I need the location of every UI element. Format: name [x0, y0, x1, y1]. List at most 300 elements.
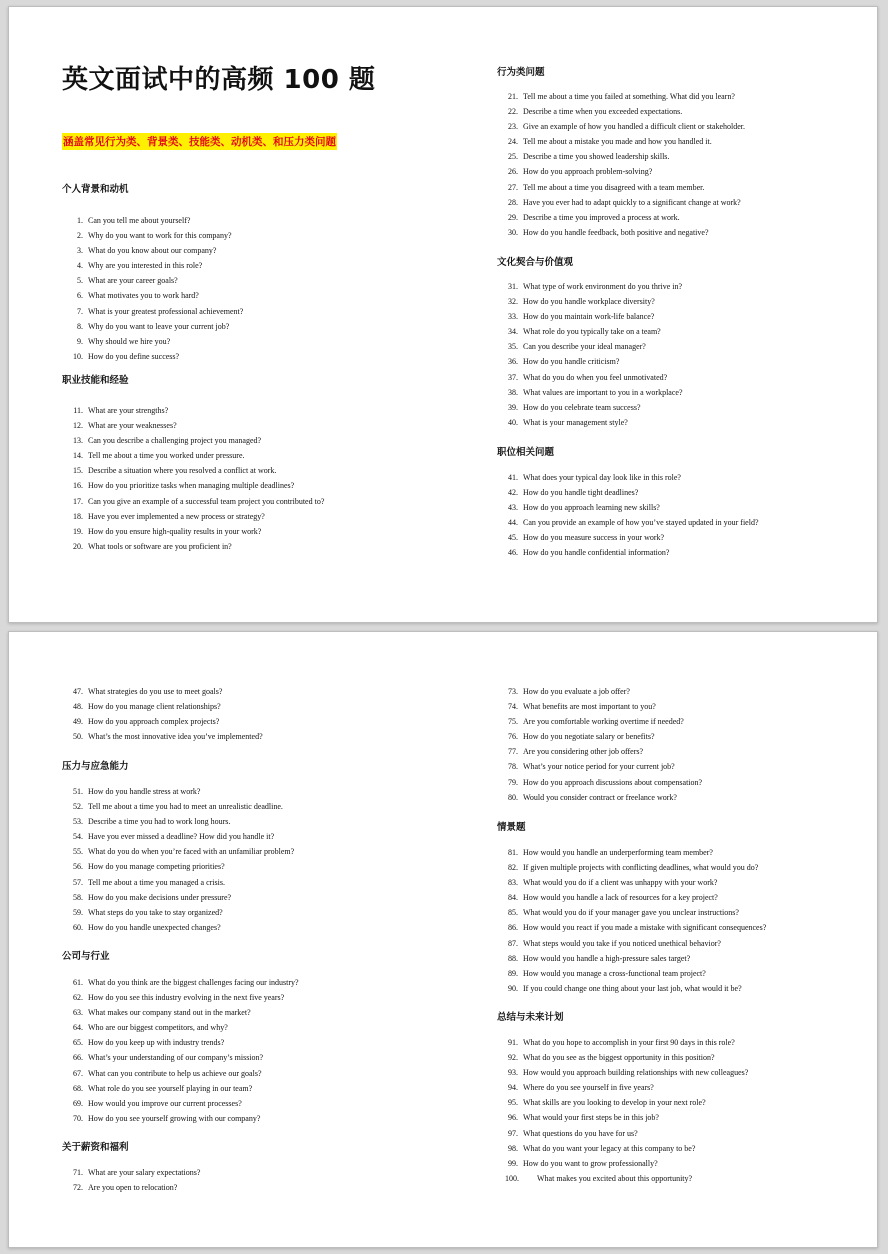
question-text: How would you handle a high-pressure sales target? [523, 953, 691, 963]
question-item [62, 729, 442, 744]
question-text: Tell me about a mistake you made and how you handled it. [523, 137, 712, 147]
question-item [62, 1020, 442, 1035]
question-text: Why do you want to work for this company? [88, 231, 232, 241]
question-number: 53. [73, 817, 83, 827]
section-heading-culture-fit: 文化契合与价值观 [497, 257, 574, 268]
question-item [62, 319, 442, 334]
question-item [497, 149, 867, 164]
question-text: What benefits are most important to you? [523, 702, 656, 712]
question-number: 74. [508, 702, 518, 712]
question-list-company-industry [62, 975, 442, 1126]
question-number: 79. [508, 777, 518, 787]
question-list-stress-emergency [62, 784, 442, 935]
question-item [497, 500, 867, 515]
question-number: 99. [508, 1158, 518, 1168]
question-number: 51. [73, 787, 83, 796]
question-number: 33. [508, 312, 518, 322]
question-text: What steps do you take to stay organized? [88, 907, 223, 917]
question-item [62, 905, 442, 920]
question-text: What would you do if your manager gave you unclear instructions? [523, 908, 739, 918]
question-number: 9. [77, 336, 83, 346]
question-number: 27. [508, 182, 518, 192]
question-item [497, 905, 867, 920]
question-item [497, 134, 867, 149]
question-item [497, 951, 867, 966]
question-text: What makes you excited about this opportunity? [537, 1173, 693, 1183]
question-text: What type of work environment do you thrive in? [523, 282, 683, 291]
question-item [62, 1081, 442, 1096]
question-number: 93. [508, 1068, 518, 1078]
question-item [497, 729, 867, 744]
question-number: 90. [508, 983, 518, 993]
question-number: 61. [73, 978, 83, 987]
question-item [497, 309, 867, 324]
question-item [62, 990, 442, 1005]
question-item [497, 699, 867, 714]
question-text: How do you manage competing priorities? [88, 862, 225, 872]
question-item [497, 370, 867, 385]
document-title: 英文面试中的高频 100 题 [62, 65, 376, 95]
question-number: 100. [505, 1173, 519, 1183]
question-text: How would you manage a cross-functional team project? [523, 968, 706, 978]
question-text: How would you handle an underperforming team member? [523, 848, 713, 857]
question-list-role-related-continued [62, 684, 442, 744]
question-item [62, 213, 442, 228]
question-number: 37. [508, 372, 518, 382]
question-number: 11. [73, 406, 83, 415]
question-text: What do you do when you’re faced with an unfamiliar problem? [88, 847, 295, 857]
question-number: 84. [508, 893, 518, 903]
question-text: How do you see yourself growing with our company? [88, 1113, 261, 1123]
question-text: What tools or software are you proficient in? [88, 541, 232, 551]
question-item [62, 859, 442, 874]
question-number: 63. [73, 1008, 83, 1018]
question-item [497, 875, 867, 890]
question-text: Have you ever implemented a new process or strategy? [88, 511, 265, 521]
question-item [497, 1110, 867, 1125]
question-item [62, 684, 442, 699]
question-item [497, 225, 867, 240]
question-item [497, 1095, 867, 1110]
question-text: How do you see this industry evolving in the next five years? [88, 993, 285, 1003]
question-text: How do you prioritize tasks when managing multiple deadlines? [88, 481, 295, 491]
question-item [62, 890, 442, 905]
question-item [497, 354, 867, 369]
question-item [497, 164, 867, 179]
question-item [497, 195, 867, 210]
question-text: Describe a time you showed leadership skills. [523, 152, 670, 162]
question-item [497, 981, 867, 996]
question-number: 70. [73, 1113, 83, 1123]
question-text: What would you do if a client was unhappy with your work? [523, 878, 718, 888]
question-number: 62. [73, 993, 83, 1003]
question-text: Can you describe a challenging project you managed? [88, 436, 262, 446]
question-item [497, 1171, 867, 1186]
question-number: 92. [508, 1053, 518, 1063]
question-text: Would you consider contract or freelance work? [523, 792, 677, 802]
document-page-2 [8, 631, 878, 1248]
question-item [497, 324, 867, 339]
question-number: 39. [508, 402, 518, 412]
question-item [497, 790, 867, 805]
question-item [497, 530, 867, 545]
question-text: How do you approach learning new skills? [523, 503, 660, 513]
question-number: 95. [508, 1098, 518, 1108]
question-number: 38. [508, 387, 518, 397]
question-text: Tell me about a time you managed a crisis. [88, 877, 225, 887]
question-item [497, 920, 867, 935]
question-item [62, 829, 442, 844]
question-text: Have you ever missed a deadline? How did you handle it? [88, 832, 275, 842]
question-number: 52. [73, 802, 83, 812]
question-item [497, 415, 867, 430]
question-text: How do you handle tight deadlines? [523, 488, 639, 498]
question-number: 10. [73, 351, 83, 361]
section-heading-stress-emergency: 压力与应急能力 [62, 761, 129, 772]
question-item [62, 1180, 442, 1195]
question-number: 67. [73, 1068, 83, 1078]
question-text: What’s the most innovative idea you’ve implemented? [88, 732, 263, 742]
question-text: What do you think are the biggest challenges facing our industry? [88, 978, 299, 987]
question-item [62, 920, 442, 935]
question-number: 44. [508, 518, 518, 528]
question-item [62, 288, 442, 303]
section-heading-personal-background: 个人背景和动机 [62, 184, 129, 195]
question-text: How do you negotiate salary or benefits? [523, 732, 655, 742]
question-number: 80. [508, 792, 518, 802]
question-text: What motivates you to work hard? [88, 291, 199, 301]
question-number: 28. [508, 197, 518, 207]
question-item [62, 258, 442, 273]
question-number: 66. [73, 1053, 83, 1063]
question-text: Who are our biggest competitors, and why? [88, 1023, 228, 1033]
question-text: Why do you want to leave your current job? [88, 321, 230, 331]
section-heading-company-industry: 公司与行业 [62, 951, 110, 962]
question-text: What is your management style? [523, 417, 628, 427]
question-number: 36. [508, 357, 518, 367]
question-item [62, 1050, 442, 1065]
question-item [497, 860, 867, 875]
question-text: What role do you typically take on a team? [523, 327, 661, 337]
question-number: 73. [508, 687, 518, 696]
question-number: 4. [77, 261, 83, 271]
question-number: 91. [508, 1038, 518, 1047]
question-item [497, 339, 867, 354]
question-number: 50. [73, 732, 83, 742]
question-item [497, 759, 867, 774]
question-list-summary-future [497, 1035, 867, 1186]
question-item [62, 334, 442, 349]
document-subtitle-highlight: 涵盖常见行为类、背景类、技能类、动机类、和压力类问题 [62, 133, 337, 150]
question-number: 94. [508, 1083, 518, 1093]
question-item [62, 539, 442, 554]
question-text: How do you approach problem-solving? [523, 167, 653, 177]
question-item [62, 524, 442, 539]
question-item [497, 545, 867, 560]
question-number: 69. [73, 1098, 83, 1108]
question-text: How do you approach discussions about compensation? [523, 777, 703, 787]
question-text: How do you maintain work-life balance? [523, 312, 655, 322]
question-text: If given multiple projects with conflicting deadlines, what would you do? [523, 863, 759, 873]
question-text: Describe a time you improved a process at work. [523, 212, 680, 222]
question-item [62, 304, 442, 319]
question-text: How would you approach building relationships with new colleagues? [523, 1068, 749, 1078]
question-text: What strategies do you use to meet goals? [88, 687, 223, 696]
question-number: 2. [77, 231, 83, 241]
question-number: 40. [508, 417, 518, 427]
question-text: What do you want your legacy at this company to be? [523, 1143, 696, 1153]
question-item [62, 494, 442, 509]
question-item [497, 744, 867, 759]
question-number: 19. [73, 526, 83, 536]
question-text: How do you handle confidential information? [523, 548, 670, 558]
question-text: What is your greatest professional achievement? [88, 306, 244, 316]
question-text: How would you react if you made a mistake with significant consequences? [523, 923, 767, 933]
question-number: 15. [73, 466, 83, 476]
question-number: 77. [508, 747, 518, 757]
question-text: How would you handle a lack of resources for a key project? [523, 893, 718, 903]
question-number: 22. [508, 107, 518, 117]
question-number: 78. [508, 762, 518, 772]
question-item [62, 875, 442, 890]
question-item [497, 279, 867, 294]
question-number: 98. [508, 1143, 518, 1153]
question-item [62, 1035, 442, 1050]
question-text: What are your strengths? [88, 406, 169, 415]
question-number: 45. [508, 533, 518, 543]
question-item [62, 509, 442, 524]
question-number: 56. [73, 862, 83, 872]
question-text: What do you see as the biggest opportunity in this position? [523, 1053, 715, 1063]
question-number: 20. [73, 541, 83, 551]
question-item [497, 714, 867, 729]
question-item [497, 1141, 867, 1156]
question-number: 24. [508, 137, 518, 147]
question-number: 49. [73, 717, 83, 727]
question-number: 14. [73, 451, 83, 461]
question-number: 30. [508, 227, 518, 237]
question-number: 3. [77, 246, 83, 256]
question-item [62, 799, 442, 814]
question-number: 5. [77, 276, 83, 286]
question-item [497, 1035, 867, 1050]
question-text: How do you handle criticism? [523, 357, 620, 367]
question-item [62, 403, 442, 418]
question-item [497, 400, 867, 415]
question-number: 76. [508, 732, 518, 742]
question-text: How do you want to grow professionally? [523, 1158, 658, 1168]
question-text: Can you describe your ideal manager? [523, 342, 646, 352]
question-text: What do you hope to accomplish in your first 90 days in this role? [523, 1038, 735, 1047]
question-text: How do you approach complex projects? [88, 717, 220, 727]
question-number: 46. [508, 548, 518, 558]
question-number: 8. [77, 321, 83, 331]
question-number: 13. [73, 436, 83, 446]
question-number: 1. [77, 216, 83, 225]
question-item [62, 273, 442, 288]
question-number: 41. [508, 473, 518, 482]
question-number: 17. [73, 496, 83, 506]
question-item [62, 699, 442, 714]
question-item [62, 433, 442, 448]
question-item [497, 119, 867, 134]
question-list-behavioral [497, 89, 867, 240]
section-heading-role-related: 职位相关问题 [497, 447, 555, 458]
question-item [62, 243, 442, 258]
question-number: 54. [73, 832, 83, 842]
question-text: Describe a situation where you resolved a conflict at work. [88, 466, 277, 476]
question-text: How do you manage client relationships? [88, 702, 221, 712]
section-heading-behavioral: 行为类问题 [497, 67, 545, 78]
section-heading-skills-experience: 职业技能和经验 [62, 375, 129, 386]
question-text: Where do you see yourself in five years? [523, 1083, 654, 1093]
question-number: 48. [73, 702, 83, 712]
question-number: 43. [508, 503, 518, 513]
question-text: How do you keep up with industry trends? [88, 1038, 225, 1048]
question-item [497, 1050, 867, 1065]
question-number: 16. [73, 481, 83, 491]
document-page-1 [8, 6, 878, 623]
question-number: 81. [508, 848, 518, 857]
question-item [62, 814, 442, 829]
question-text: How do you handle feedback, both positive and negative? [523, 227, 709, 237]
question-number: 25. [508, 152, 518, 162]
question-item [497, 180, 867, 195]
question-item [497, 1080, 867, 1095]
question-item [62, 418, 442, 433]
question-item [497, 890, 867, 905]
question-list-personal-background [62, 213, 442, 364]
question-item [497, 775, 867, 790]
section-heading-salary-benefits: 关于薪资和福利 [62, 1142, 129, 1153]
question-item [497, 385, 867, 400]
question-text: Tell me about a time you disagreed with a team member. [523, 182, 705, 192]
question-number: 23. [508, 122, 518, 132]
question-item [497, 684, 867, 699]
question-item [62, 1096, 442, 1111]
question-text: Are you open to relocation? [88, 1183, 178, 1193]
question-number: 21. [508, 92, 518, 101]
question-list-role-related [497, 470, 867, 561]
question-number: 86. [508, 923, 518, 933]
question-text: Describe a time you had to work long hours. [88, 817, 231, 827]
question-number: 42. [508, 488, 518, 498]
question-text: How do you handle unexpected changes? [88, 922, 221, 932]
question-item [497, 294, 867, 309]
question-number: 68. [73, 1083, 83, 1093]
question-item [497, 966, 867, 981]
question-number: 26. [508, 167, 518, 177]
question-text: How do you handle workplace diversity? [523, 297, 655, 307]
question-number: 71. [73, 1168, 83, 1177]
question-item [62, 1111, 442, 1126]
question-text: Can you tell me about yourself? [88, 216, 191, 225]
question-text: How do you define success? [88, 351, 180, 361]
question-list-salary-benefits [62, 1165, 442, 1195]
question-number: 18. [73, 511, 83, 521]
question-text: Tell me about a time you had to meet an unrealistic deadline. [88, 802, 283, 812]
question-text: Why should we hire you? [88, 336, 171, 346]
question-text: How do you handle stress at work? [88, 787, 201, 796]
question-text: Are you comfortable working overtime if needed? [523, 717, 684, 727]
question-item [497, 1156, 867, 1171]
question-item [62, 228, 442, 243]
question-item [62, 975, 442, 990]
question-number: 83. [508, 878, 518, 888]
question-item [497, 210, 867, 225]
question-text: What values are important to you in a workplace? [523, 387, 683, 397]
question-number: 72. [73, 1183, 83, 1193]
question-item [62, 1066, 442, 1081]
question-text: What steps would you take if you noticed unethical behavior? [523, 938, 721, 948]
question-text: What role do you see yourself playing in our team? [88, 1083, 253, 1093]
question-number: 96. [508, 1113, 518, 1123]
question-number: 35. [508, 342, 518, 352]
question-text: What are your weaknesses? [88, 421, 177, 431]
question-text: What’s your notice period for your current job? [523, 762, 675, 772]
question-text: What questions do you have for us? [523, 1128, 638, 1138]
question-number: 97. [508, 1128, 518, 1138]
question-list-skills-experience [62, 403, 442, 554]
question-number: 58. [73, 892, 83, 902]
question-number: 65. [73, 1038, 83, 1048]
question-text: What skills are you looking to develop in your next role? [523, 1098, 706, 1108]
question-number: 60. [73, 922, 83, 932]
question-text: How do you measure success in your work? [523, 533, 665, 543]
question-item [497, 470, 867, 485]
question-text: What would your first steps be in this job? [523, 1113, 659, 1123]
question-number: 85. [508, 908, 518, 918]
question-text: How would you improve our current processes? [88, 1098, 242, 1108]
question-text: What’s your understanding of our company’s mission? [88, 1053, 264, 1063]
question-item [497, 104, 867, 119]
question-text: What do you do when you feel unmotivated? [523, 372, 668, 382]
question-text: How do you make decisions under pressure? [88, 892, 232, 902]
question-text: What makes our company stand out in the market? [88, 1008, 251, 1018]
section-heading-scenario: 情景题 [497, 822, 526, 833]
question-text: What does your typical day look like in this role? [523, 473, 681, 482]
question-item [62, 478, 442, 493]
question-number: 29. [508, 212, 518, 222]
question-item [62, 784, 442, 799]
question-number: 88. [508, 953, 518, 963]
question-text: What do you know about our company? [88, 246, 217, 256]
question-text: What are your salary expectations? [88, 1168, 201, 1177]
question-number: 87. [508, 938, 518, 948]
question-item [62, 463, 442, 478]
question-list-scenario [497, 845, 867, 996]
question-item [62, 844, 442, 859]
question-text: What are your career goals? [88, 276, 178, 286]
question-text: If you could change one thing about your last job, what would it be? [523, 983, 742, 993]
question-text: How do you celebrate team success? [523, 402, 641, 412]
question-text: What can you contribute to help us achieve our goals? [88, 1068, 262, 1078]
question-text: How do you ensure high-quality results in your work? [88, 526, 262, 536]
question-item [497, 845, 867, 860]
question-text: Are you considering other job offers? [523, 747, 644, 757]
question-item [497, 1065, 867, 1080]
question-text: Tell me about a time you failed at something. What did you learn? [523, 92, 735, 101]
question-text: Can you give an example of a successful team project you contributed to? [88, 496, 325, 506]
question-number: 32. [508, 297, 518, 307]
question-number: 31. [508, 282, 518, 291]
question-text: Give an example of how you handled a difficult client or stakeholder. [523, 122, 746, 132]
question-item [497, 485, 867, 500]
question-item [62, 349, 442, 364]
question-list-culture-fit [497, 279, 867, 430]
question-item [62, 1165, 442, 1180]
question-text: Tell me about a time you worked under pressure. [88, 451, 245, 461]
